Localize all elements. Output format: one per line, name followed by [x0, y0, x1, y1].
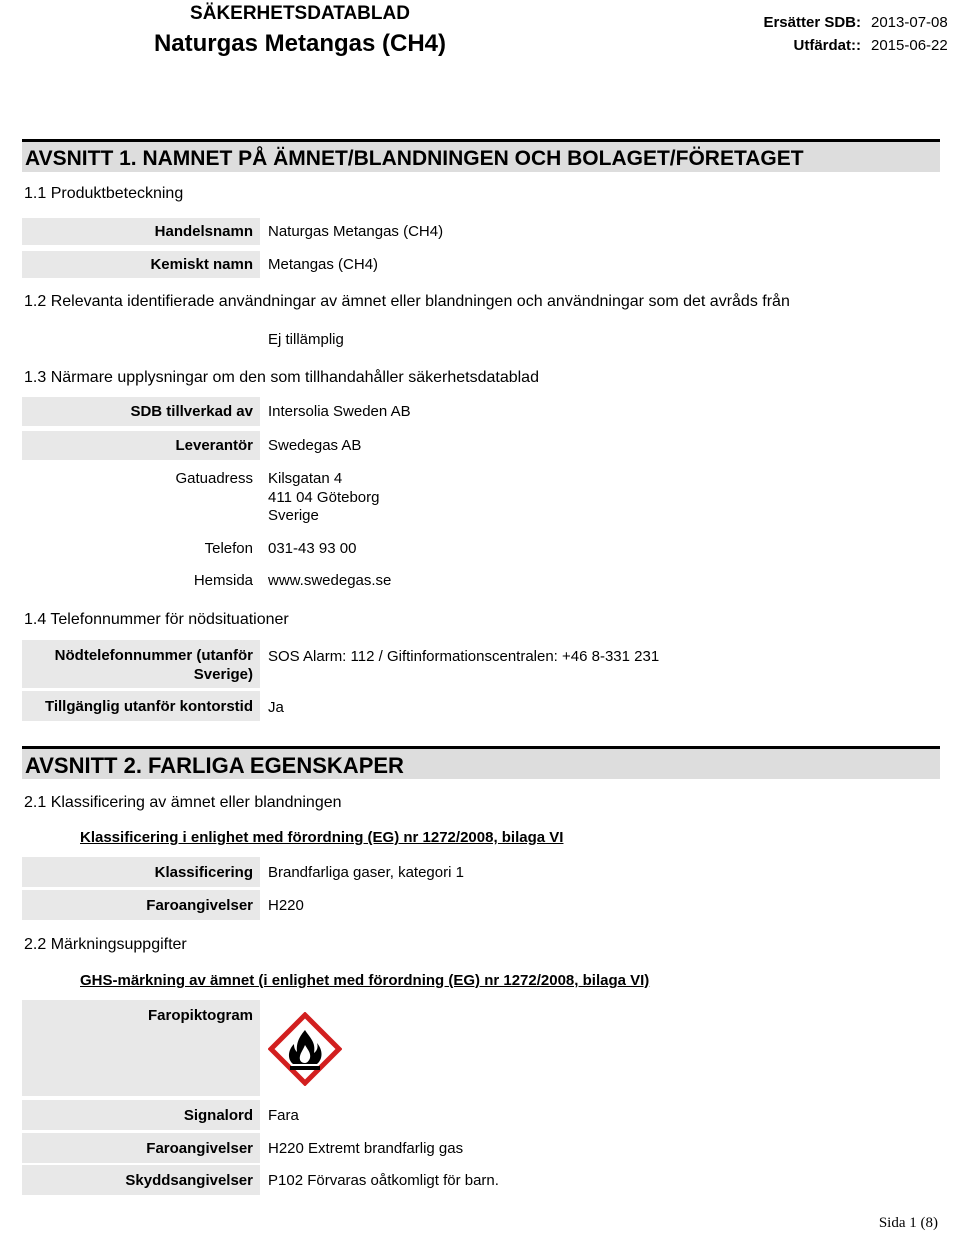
pictogram-label: Faropiktogram	[22, 1000, 260, 1096]
trade-name-value: Naturgas Metangas (CH4)	[268, 223, 444, 240]
classification-regulation-heading: Klassificering i enlighet med förordning (EG) nr 1272/2008, bilaga VI	[80, 829, 564, 846]
section-2-header	[22, 746, 940, 779]
classification-label: Klassificering	[22, 857, 260, 887]
issued-label: Utfärdat::	[793, 37, 861, 54]
sdb-made-by-label: SDB tillverkad av	[22, 397, 260, 426]
subsection-1-1-heading: 1.1 Produktbeteckning	[24, 185, 184, 202]
flame-pictogram-icon	[268, 1012, 342, 1086]
website-label: Hemsida	[193, 572, 253, 589]
precautionary-statements-label: Skyddsangivelser	[22, 1165, 260, 1195]
subsection-1-2-heading: 1.2 Relevanta identifierade användningar av ämnet eller blandningen och användningar som det avråds från	[24, 293, 790, 310]
emergency-phone-value: SOS Alarm: 112 / Giftinformationscentralen: +46 8-331 231	[268, 648, 660, 665]
hazard-statements-label: Faroangivelser	[22, 890, 260, 920]
subsection-2-2-heading: 2.2 Märkningsuppgifter	[24, 936, 187, 953]
chemical-name-value: Metangas (CH4)	[268, 256, 379, 273]
phone-label: Telefon	[204, 540, 253, 557]
subsection-1-3-heading: 1.3 Närmare upplysningar om den som tillhandahåller säkerhetsdatablad	[24, 369, 539, 386]
replaces-date: 2013-07-08	[871, 14, 948, 31]
uses-value: Ej tillämplig	[268, 331, 344, 348]
address-label: Gatuadress	[175, 470, 253, 487]
signal-word-label: Signalord	[22, 1100, 260, 1130]
document-type: SÄKERHETSDATABLAD	[190, 3, 410, 24]
issued-date: 2015-06-22	[871, 37, 948, 54]
after-hours-value: Ja	[268, 699, 284, 716]
hazard-statements-value: H220	[268, 897, 304, 914]
subsection-1-4-heading: 1.4 Telefonnummer för nödsituationer	[24, 611, 289, 628]
sdb-made-by-value: Intersolia Sweden AB	[268, 403, 411, 420]
emergency-phone-label-line-2: Sverige)	[193, 666, 253, 683]
emergency-phone-label	[22, 640, 260, 688]
page-number: Sida 1 (8)	[878, 1215, 938, 1231]
after-hours-label: Tillgänglig utanför kontorstid	[22, 691, 260, 721]
supplier-value: Swedegas AB	[268, 437, 362, 454]
trade-name-label: Handelsnamn	[22, 218, 260, 245]
precautionary-statements-value: P102 Förvaras oåtkomligt för barn.	[268, 1172, 499, 1189]
signal-word-value: Fara	[268, 1107, 299, 1124]
supplier-label: Leverantör	[22, 431, 260, 460]
chemical-name-label: Kemiskt namn	[22, 251, 260, 278]
address-line-3: Sverige	[268, 507, 319, 524]
replaces-label: Ersätter SDB:	[763, 14, 861, 31]
section-2-title: AVSNITT 2. FARLIGA EGENSKAPER	[25, 753, 404, 778]
website-link[interactable]: www.swedegas.se	[268, 572, 392, 589]
hazard-statements-label-2: Faroangivelser	[22, 1133, 260, 1163]
phone-value: 031-43 93 00	[268, 540, 357, 557]
ghs-labelling-heading: GHS-märkning av ämnet (i enlighet med förordning (EG) nr 1272/2008, bilaga VI)	[80, 972, 650, 989]
classification-value: Brandfarliga gaser, kategori 1	[268, 864, 464, 881]
address-line-1: Kilsgatan 4	[268, 470, 343, 487]
section-1-header	[22, 139, 940, 172]
subsection-2-1-heading: 2.1 Klassificering av ämnet eller blandningen	[24, 794, 342, 811]
emergency-phone-label-line-1: Nödtelefonnummer (utanför	[54, 647, 253, 664]
hazard-statements-value-2: H220 Extremt brandfarlig gas	[268, 1140, 464, 1157]
address-line-2: 411 04 Göteborg	[268, 489, 380, 506]
product-title: Naturgas Metangas (CH4)	[153, 30, 447, 57]
section-1-title: AVSNITT 1. NAMNET PÅ ÄMNET/BLANDNINGEN OCH BOLAGET/FÖRETAGET	[25, 147, 804, 170]
